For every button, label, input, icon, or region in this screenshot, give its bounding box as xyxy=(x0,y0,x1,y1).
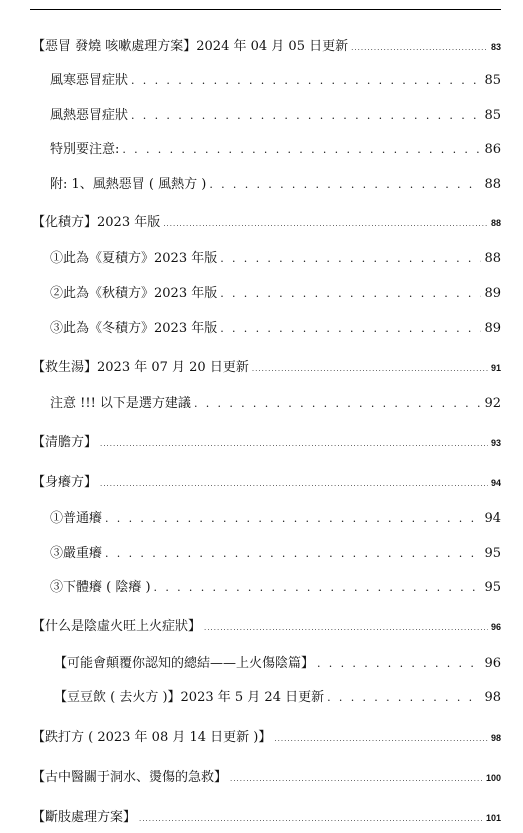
dot-leader xyxy=(327,691,481,704)
toc-entry-title: 【清膽方】 xyxy=(32,435,98,450)
dot-leader xyxy=(220,252,481,265)
toc-entry[interactable] xyxy=(32,806,501,825)
toc-entry-title: 【斷肢處理方案】 xyxy=(32,810,137,825)
toc-entry[interactable] xyxy=(32,35,501,54)
toc-entry-page: 93 xyxy=(490,438,501,448)
dot-leader xyxy=(105,512,481,525)
toc-entry-page: 96 xyxy=(490,622,501,632)
toc-entry[interactable] xyxy=(32,766,501,785)
toc-entry-title: ③此為《冬積方》2023 年版 xyxy=(50,321,218,336)
dot-leader xyxy=(105,547,481,560)
toc-entry-title: 【化積方】2023 年版 xyxy=(32,215,161,230)
toc-entry[interactable] xyxy=(54,686,501,705)
dot-leader xyxy=(204,624,488,632)
dot-leader xyxy=(131,109,481,122)
toc-entry-title: ①普通癢 xyxy=(50,511,103,526)
toc-entry[interactable] xyxy=(32,471,501,490)
toc-entry[interactable] xyxy=(32,615,501,634)
toc-entry-title: 【豆豆飲 ( 去火方 )】2023 年 5 月 24 日更新 xyxy=(54,690,325,705)
toc-entry-title: 注意 !!! 以下是選方建議 xyxy=(50,396,191,411)
toc-entry[interactable] xyxy=(50,104,501,123)
toc-entry-page: 88 xyxy=(484,177,501,192)
dot-leader xyxy=(317,657,481,670)
toc-entry[interactable] xyxy=(32,431,501,450)
toc-entry-page: 86 xyxy=(484,142,501,157)
toc-entry-title: 【什么是陰虛火旺上火症狀】 xyxy=(32,619,202,634)
toc-entry-title: 特別要注意: xyxy=(50,142,120,157)
dot-leader xyxy=(100,440,488,448)
dot-leader xyxy=(252,365,488,373)
toc-entry[interactable] xyxy=(50,247,501,266)
toc-entry[interactable] xyxy=(50,138,501,157)
dot-leader xyxy=(154,581,482,594)
toc-entry-page: 89 xyxy=(484,286,501,301)
toc-entry-page: 88 xyxy=(484,251,501,266)
toc-entry-title: 【救生湯】2023 年 07 月 20 日更新 xyxy=(32,360,249,375)
toc-entry-title: ③下體癢 ( 陰癢 ) xyxy=(50,580,151,595)
dot-leader xyxy=(220,322,481,335)
toc-entry-page: 95 xyxy=(484,546,501,561)
dot-leader xyxy=(163,220,488,228)
dot-leader xyxy=(100,480,488,488)
toc-entry-page: 89 xyxy=(484,321,501,336)
dot-leader xyxy=(194,397,482,410)
toc-entry[interactable] xyxy=(54,652,501,671)
toc-entry[interactable] xyxy=(32,211,501,230)
toc-entry-title: 【古中醫關于洞水、燙傷的急救】 xyxy=(32,770,228,785)
toc-entry-page: 92 xyxy=(484,396,501,411)
toc-entry-title: ③嚴重癢 xyxy=(50,546,103,561)
toc-entry-page: 91 xyxy=(490,363,501,373)
toc-entry-title: 【身癢方】 xyxy=(32,475,98,490)
toc-entry-page: 98 xyxy=(490,733,501,743)
toc-entry-title: 附: 1、風熱惡冒 ( 風熱方 ) xyxy=(50,177,207,192)
toc-entry-page: 85 xyxy=(484,108,501,123)
toc-entry-title: 風寒惡冒症狀 xyxy=(50,73,129,88)
toc-entry[interactable] xyxy=(32,726,501,745)
toc-entry-page: 85 xyxy=(484,73,501,88)
toc-entry-title: 【可能會顛覆你認知的總結——上火傷陰篇】 xyxy=(54,656,315,671)
toc-entry-page: 83 xyxy=(490,42,501,52)
dot-leader xyxy=(122,143,481,156)
dot-leader xyxy=(139,815,483,823)
toc-entry-title: 風熱惡冒症狀 xyxy=(50,108,129,123)
toc-entry[interactable] xyxy=(50,576,501,595)
toc-entry[interactable] xyxy=(50,173,501,192)
toc-entry-page: 94 xyxy=(484,511,501,526)
toc-entry-title: 【惡冒 發燒 咳嗽處理方案】2024 年 04 月 05 日更新 xyxy=(32,39,349,54)
dot-leader xyxy=(131,74,481,87)
toc-entry-page: 96 xyxy=(484,656,501,671)
toc-entry[interactable] xyxy=(50,507,501,526)
toc-entry[interactable] xyxy=(50,542,501,561)
toc-entry-page: 95 xyxy=(484,580,501,595)
toc-entry[interactable] xyxy=(50,392,501,411)
toc-entry[interactable] xyxy=(32,356,501,375)
toc-entry[interactable] xyxy=(50,69,501,88)
toc-entry-title: ②此為《秋積方》2023 年版 xyxy=(50,286,218,301)
dot-leader xyxy=(209,178,481,191)
toc-entry-page: 94 xyxy=(490,478,501,488)
toc-entry-page: 98 xyxy=(484,690,501,705)
dot-leader xyxy=(351,44,488,52)
dot-leader xyxy=(220,287,481,300)
toc-entry-title: 【跌打方 ( 2023 年 08 月 14 日更新 )】 xyxy=(32,730,272,745)
toc-entry-title: ①此為《夏積方》2023 年版 xyxy=(50,251,218,266)
toc-entry[interactable] xyxy=(50,282,501,301)
dot-leader xyxy=(274,735,488,743)
dot-leader xyxy=(230,775,483,783)
toc-entry-page: 100 xyxy=(485,773,501,783)
toc-entry-page: 101 xyxy=(485,813,501,823)
toc-entry[interactable] xyxy=(50,317,501,336)
toc-entry-page: 88 xyxy=(490,218,501,228)
